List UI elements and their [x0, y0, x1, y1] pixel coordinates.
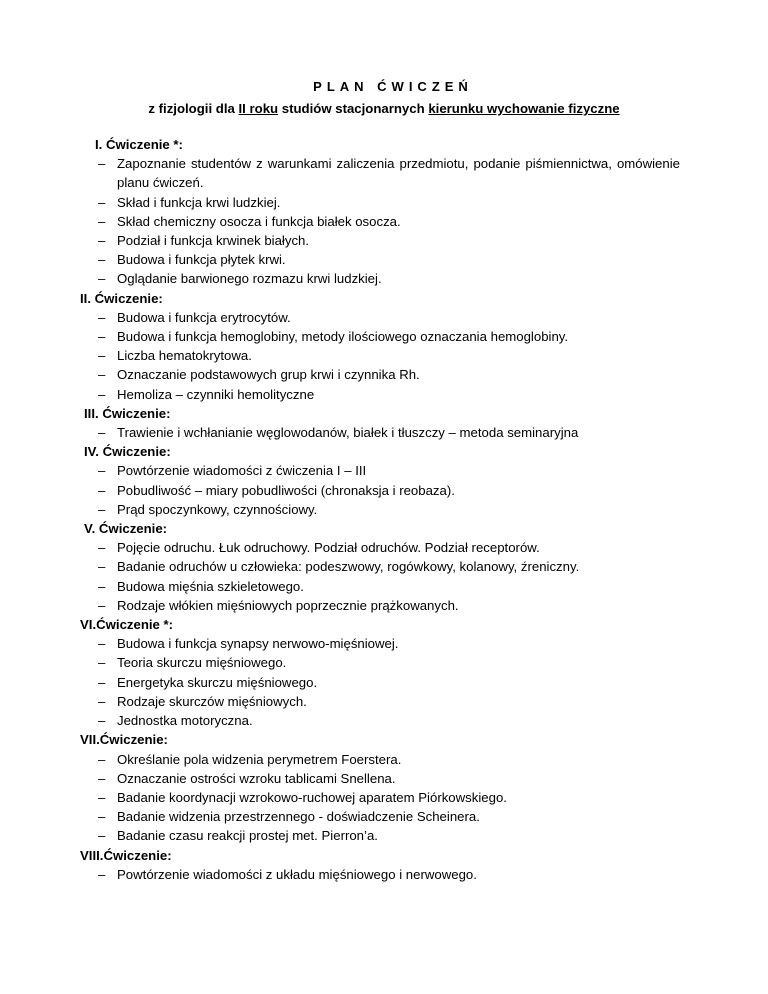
dash-bullet-icon: – [98, 770, 106, 786]
list-item [80, 711, 680, 730]
list-item-text: Prąd spoczynkowy, czynnościowy. [117, 501, 318, 517]
list-item-text: Rodzaje skurczów mięśniowych. [117, 693, 307, 709]
dash-bullet-icon: – [98, 386, 106, 402]
list-item-text: Jednostka motoryczna. [117, 713, 253, 729]
dash-bullet-icon: – [98, 482, 106, 498]
list-item-text: Określanie pola widzenia perymetrem Foerstera. [117, 751, 402, 767]
list-item-text: Rodzaje włókien mięśniowych poprzecznie prążkowanych. [117, 597, 459, 613]
list-item-text: Badanie widzenia przestrzennego - doświadczenie Scheinera. [117, 809, 480, 825]
list-item-text: Budowa mięśnia szkieletowego. [117, 578, 304, 594]
section-heading: II. Ćwiczenie: [80, 290, 163, 306]
document-header [0, 78, 768, 118]
list-item-text: Budowa i funkcja hemoglobiny, metody ilościowego oznaczania hemoglobiny. [117, 329, 569, 345]
dash-bullet-icon: – [98, 809, 106, 825]
subtitle-text-2: studiów stacjonarnych [278, 101, 429, 116]
list-item [80, 826, 680, 845]
list-item [80, 500, 680, 519]
dash-bullet-icon: – [98, 367, 106, 383]
dash-bullet-icon: – [98, 271, 106, 287]
list-item [80, 385, 680, 404]
list-item [80, 788, 680, 807]
exercise-plan [80, 135, 680, 884]
dash-bullet-icon: – [98, 329, 106, 345]
dash-bullet-icon: – [98, 828, 106, 844]
list-item [80, 250, 680, 269]
list-item-text: Budowa i funkcja płytek krwi. [117, 252, 286, 268]
dash-bullet-icon: – [98, 713, 106, 729]
list-item-text: Oglądanie barwionego rozmazu krwi ludzkiej. [117, 271, 382, 287]
dash-bullet-icon: – [98, 213, 106, 229]
list-item-text: Budowa i funkcja erytrocytów. [117, 309, 291, 325]
list-item [80, 634, 680, 653]
dash-bullet-icon: – [98, 425, 106, 441]
list-item-text: Powtórzenie wiadomości z układu mięśniowego i nerwowego. [117, 866, 477, 882]
dash-bullet-icon: – [98, 501, 106, 517]
list-item [80, 346, 680, 365]
dash-bullet-icon: – [98, 233, 106, 249]
dash-bullet-icon: – [98, 540, 106, 556]
section-heading: V. Ćwiczenie: [84, 521, 168, 537]
dash-bullet-icon: – [98, 866, 106, 882]
dash-bullet-icon: – [98, 636, 106, 652]
list-item [80, 327, 680, 346]
list-item [80, 154, 680, 192]
list-item [80, 673, 680, 692]
list-item-text: Pojęcie odruchu. Łuk odruchowy. Podział odruchów. Podział receptorów. [117, 540, 540, 556]
list-item-text: Teoria skurczu mięśniowego. [117, 655, 287, 671]
list-item [80, 461, 680, 480]
list-item-text: Skład chemiczny osocza i funkcja białek osocza. [117, 213, 401, 229]
exercise-section [80, 519, 680, 615]
section-heading: I. Ćwiczenie *: [95, 137, 183, 152]
exercise-section [80, 846, 680, 884]
list-item [80, 750, 680, 769]
list-item [80, 865, 680, 884]
subtitle-year: II roku [238, 101, 279, 116]
dash-bullet-icon: – [98, 655, 106, 671]
dash-bullet-icon: – [98, 751, 106, 767]
dash-bullet-icon: – [98, 789, 106, 805]
dash-bullet-icon: – [98, 194, 106, 210]
list-item-text: Oznaczanie ostrości wzroku tablicami Snellena. [117, 770, 396, 786]
list-item [80, 231, 680, 250]
exercise-section [80, 135, 680, 289]
list-item [80, 481, 680, 500]
list-item [80, 557, 680, 576]
exercise-section [80, 730, 680, 845]
list-item-text: Hemoliza – czynniki hemolityczne [117, 386, 315, 402]
list-item-text: Trawienie i wchłanianie węglowodanów, białek i tłuszczy – metoda seminaryjna [117, 425, 579, 441]
exercise-section [80, 615, 680, 730]
dash-bullet-icon: – [98, 559, 106, 575]
list-item [80, 423, 680, 442]
list-item [80, 807, 680, 826]
dash-bullet-icon: – [98, 252, 106, 268]
list-item [80, 193, 680, 212]
section-heading: VII.Ćwiczenie: [80, 732, 168, 748]
dash-bullet-icon: – [98, 693, 106, 709]
exercise-section [80, 404, 680, 442]
list-item-text: Badanie koordynacji wzrokowo-ruchowej aparatem Piórkowskiego. [117, 789, 507, 805]
dash-bullet-icon: – [98, 463, 106, 479]
list-item [80, 577, 680, 596]
dash-bullet-icon: – [98, 309, 106, 325]
list-item-text: Skład i funkcja krwi ludzkiej. [117, 194, 281, 210]
list-item [80, 308, 680, 327]
exercise-section [80, 289, 680, 404]
section-heading: VI.Ćwiczenie *: [80, 617, 174, 633]
section-heading: IV. Ćwiczenie: [84, 444, 171, 460]
list-item [80, 538, 680, 557]
list-item-text: Zapoznanie studentów z warunkami zaliczenia przedmiotu, podanie piśmiennictwa, omówienie planu ćwiczeń. [117, 156, 680, 191]
list-item [80, 596, 680, 615]
subtitle-field: kierunku wychowanie fizyczne [428, 101, 620, 116]
list-item [80, 769, 680, 788]
dash-bullet-icon: – [98, 674, 106, 690]
dash-bullet-icon: – [98, 348, 106, 364]
section-heading: III. Ćwiczenie: [84, 405, 171, 421]
list-item [80, 365, 680, 384]
list-item-text: Podział i funkcja krwinek białych. [117, 233, 310, 249]
list-item [80, 269, 680, 288]
list-item-text: Badanie odruchów u człowieka: podeszwowy, rogówkowy, kolanowy, źreniczny. [117, 559, 580, 575]
exercise-section [80, 442, 680, 519]
list-item [80, 653, 680, 672]
list-item-text: Pobudliwość – miary pobudliwości (chronaksja i reobaza). [117, 482, 455, 498]
list-item-text: Energetyka skurczu mięśniowego. [117, 674, 318, 690]
list-item-text: Oznaczanie podstawowych grup krwi i czynnika Rh. [117, 367, 420, 383]
list-item-text: Badanie czasu reakcji prostej met. Pierron’a. [117, 828, 378, 844]
list-item-text: Liczba hematokrytowa. [117, 348, 252, 364]
dash-bullet-icon: – [98, 597, 106, 613]
list-item-text: Budowa i funkcja synapsy nerwowo-mięśniowej. [117, 636, 399, 652]
page-title: PLAN ĆWICZEŃ [313, 79, 473, 94]
section-heading: VIII.Ćwiczenie: [80, 847, 172, 863]
dash-bullet-icon: – [98, 578, 106, 594]
list-item [80, 692, 680, 711]
dash-bullet-icon: – [98, 156, 106, 172]
list-item-text: Powtórzenie wiadomości z ćwiczenia I – III [117, 463, 367, 479]
subtitle-text-1: z fizjologii dla [148, 101, 239, 116]
list-item [80, 212, 680, 231]
page-subtitle [0, 100, 768, 118]
